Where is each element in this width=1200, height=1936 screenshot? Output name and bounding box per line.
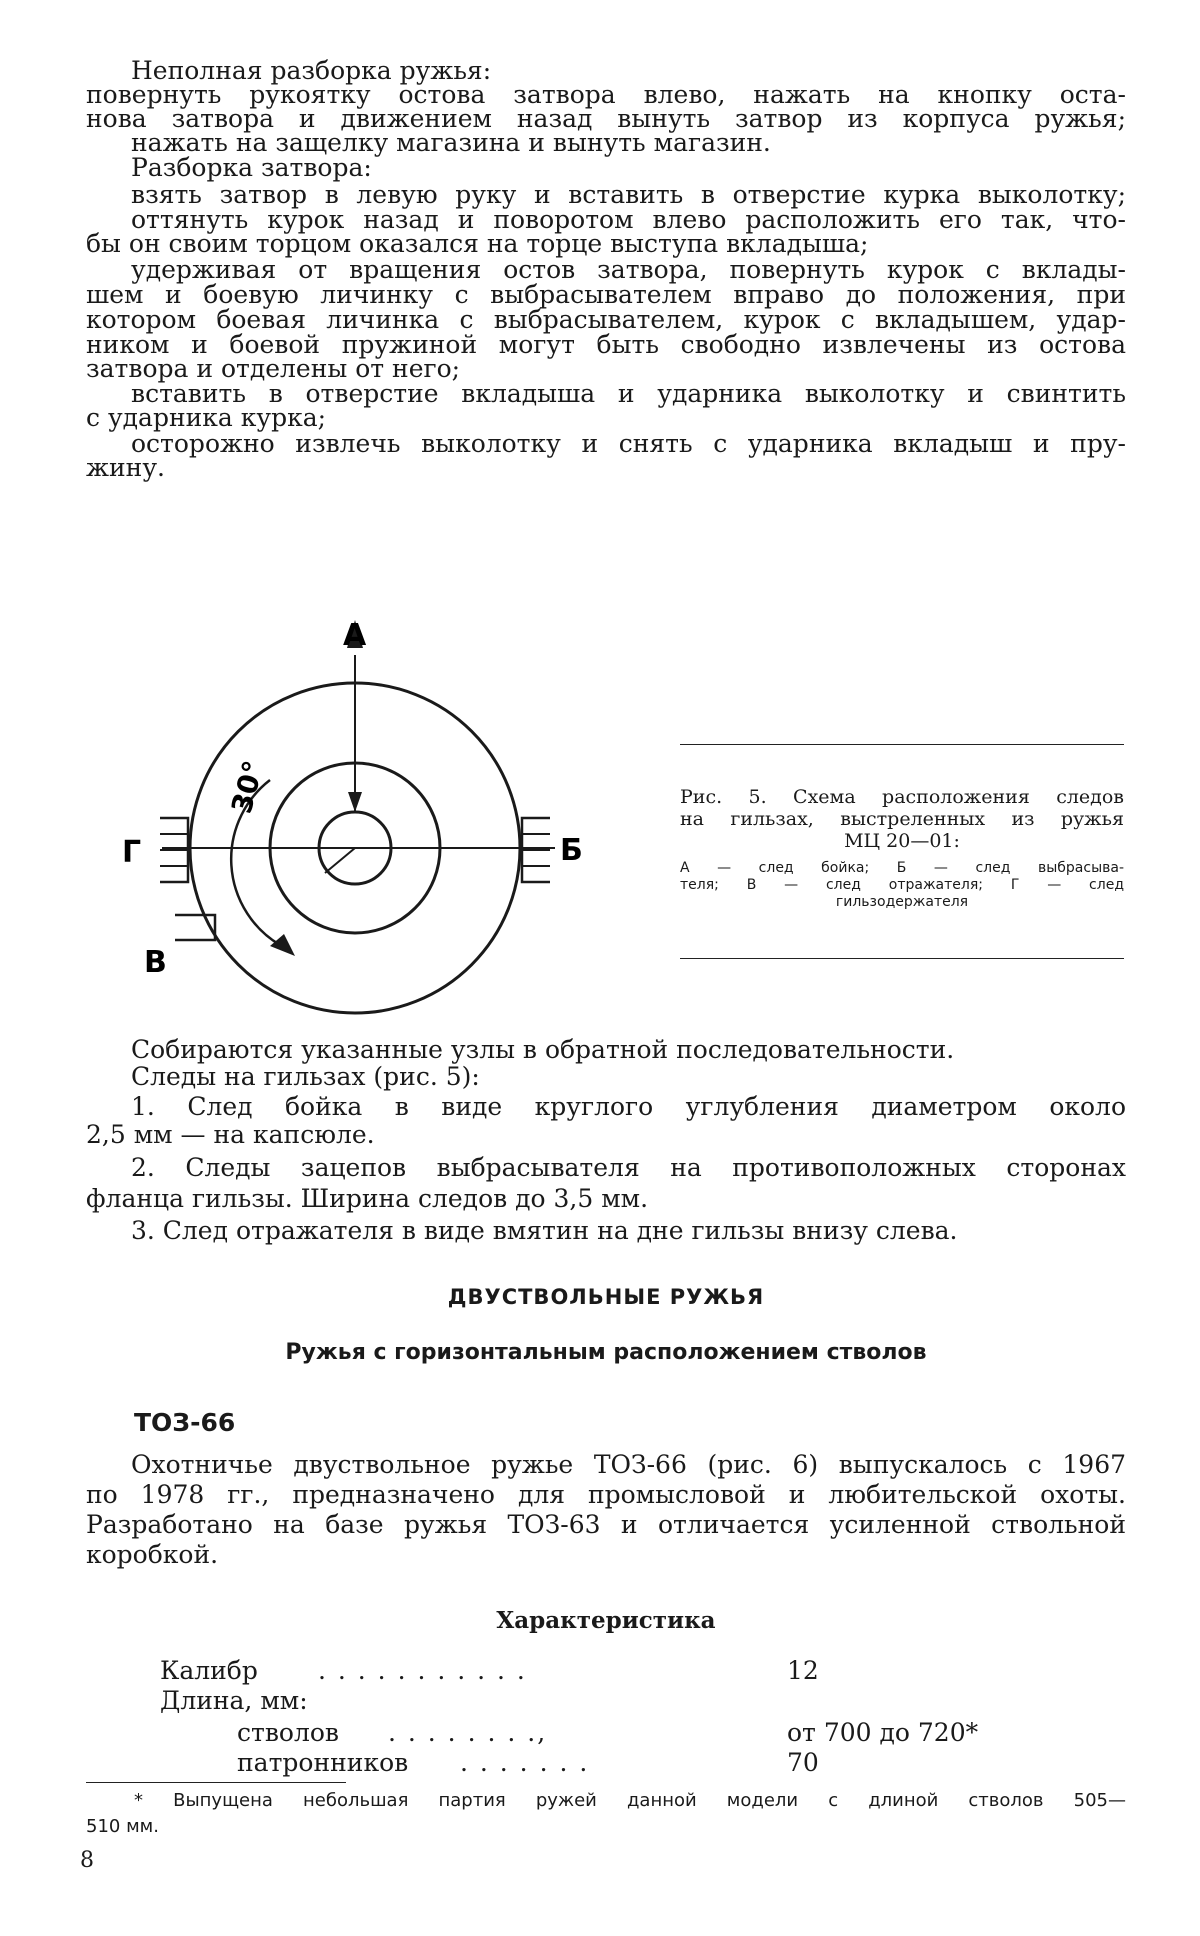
text-line: вставить в отверстие вкладыша и ударника выколотку и свинтить xyxy=(131,379,1126,408)
text-line: нажать на защелку магазина и вынуть магазин. xyxy=(131,128,771,157)
model-heading: ТОЗ-66 xyxy=(134,1408,236,1437)
text-line: котором боевая личинка с выбрасывателем, курок с вкладышем, удар- xyxy=(86,305,1126,334)
caption-top-rule xyxy=(680,744,1124,745)
label-v: В xyxy=(144,945,167,980)
label-b: Б xyxy=(560,833,583,868)
text-line: Разработано на базе ружья ТОЗ-63 и отличается усиленной ствольной xyxy=(86,1510,1126,1539)
figure-caption-line: Рис. 5. Схема расположения следов xyxy=(680,786,1124,808)
spec-caliber-label: Калибр xyxy=(160,1656,258,1685)
section-title: ДВУСТВОЛЬНЫЕ РУЖЬЯ xyxy=(447,1285,765,1309)
text-line: шем и боевую личинку с выбрасывателем вправо до положения, при xyxy=(86,280,1126,309)
text-line: повернуть рукоятку остова затвора влево, нажать на кнопку оста- xyxy=(86,80,1126,109)
footnote-line: 510 мм. xyxy=(86,1816,159,1837)
label-a: А xyxy=(343,618,367,653)
text-line: бы он своим торцом оказался на торце выступа вкладыша; xyxy=(86,229,869,258)
footnote-rule xyxy=(86,1782,346,1783)
spec-length-label: Длина, мм: xyxy=(160,1686,308,1715)
text-line: 1. След бойка в виде круглого углубления диаметром около xyxy=(131,1092,1126,1121)
footnote-line: * Выпущена небольшая партия ружей данной модели с длиной стволов 505— xyxy=(134,1790,1126,1811)
text-line: 2. Следы зацепов выбрасывателя на противоположных сторонах xyxy=(131,1153,1126,1182)
text-line: 2,5 мм — на капсюле. xyxy=(86,1120,375,1149)
text-line: удерживая от вращения остов затвора, повернуть курок с вклады- xyxy=(131,255,1126,284)
text-line: Следы на гильзах (рис. 5): xyxy=(131,1062,480,1091)
text-line: по 1978 гг., предназначено для промысловой и любительской охоты. xyxy=(86,1480,1126,1509)
text-line: осторожно извлечь выколотку и снять с ударника вкладыш и пру- xyxy=(131,429,1126,458)
text-line: Неполная разборка ружья: xyxy=(131,56,492,85)
spec-chambers-value: 70 xyxy=(787,1748,819,1777)
spec-barrels-label: стволов xyxy=(237,1718,339,1747)
text-line: 3. След отражателя в виде вмятин на дне гильзы внизу слева. xyxy=(131,1216,958,1245)
label-g: Г xyxy=(122,835,142,870)
arc-arrow-head xyxy=(270,934,295,956)
caption-bottom-rule xyxy=(680,958,1124,959)
spec-caliber-value: 12 xyxy=(787,1656,819,1685)
text-line: с ударника курка; xyxy=(86,403,327,432)
section-subtitle: Ружья с горизонтальным расположением стволов xyxy=(285,1340,927,1365)
page-number: 8 xyxy=(80,1848,94,1873)
figure-caption-line: на гильзах, выстреленных из ружья xyxy=(680,808,1124,830)
text-line: ником и боевой пружиной могут быть свободно извлечены из остова xyxy=(86,330,1126,359)
leader-dots: . . . . . . . . . . . xyxy=(318,1656,527,1685)
figure-legend-line: гильзодержателя xyxy=(835,894,969,910)
text-line: оттянуть курок назад и поворотом влево расположить его так, что- xyxy=(131,205,1126,234)
text-line: Собираются указанные узлы в обратной последовательности. xyxy=(131,1035,955,1064)
figure-legend-line: теля; В — след отражателя; Г — след xyxy=(680,877,1124,893)
spec-chambers-label: патронников xyxy=(237,1748,409,1777)
figure-legend-line: А — след бойка; Б — след выбрасыва- xyxy=(680,860,1124,876)
label-angle: 30° xyxy=(224,757,271,817)
text-line: затвора и отделены от него; xyxy=(86,354,461,383)
text-line: взять затвор в левую руку и вставить в отверстие курка выколотку; xyxy=(131,180,1126,209)
text-line: нова затвора и движением назад вынуть затвор из корпуса ружья; xyxy=(86,104,1126,133)
figure-caption-line: МЦ 20—01: xyxy=(844,830,960,852)
text-line: фланца гильзы. Ширина следов до 3,5 мм. xyxy=(86,1184,649,1213)
specs-title: Характеристика xyxy=(496,1607,716,1634)
leader-dots: . . . . . . . ., xyxy=(388,1718,548,1747)
cartridge-trace-diagram xyxy=(120,600,583,1020)
text-line: Охотничье двуствольное ружье ТОЗ-66 (рис. 6) выпускалось с 1967 xyxy=(131,1450,1126,1479)
arrow-a-head xyxy=(348,792,362,812)
text-line: коробкой. xyxy=(86,1540,219,1569)
leader-dots: . . . . . . . xyxy=(460,1748,590,1777)
text-line: жину. xyxy=(86,453,165,482)
radius-line xyxy=(325,848,355,873)
text-line: Разборка затвора: xyxy=(131,153,372,182)
spec-barrels-value: от 700 до 720* xyxy=(787,1718,979,1747)
